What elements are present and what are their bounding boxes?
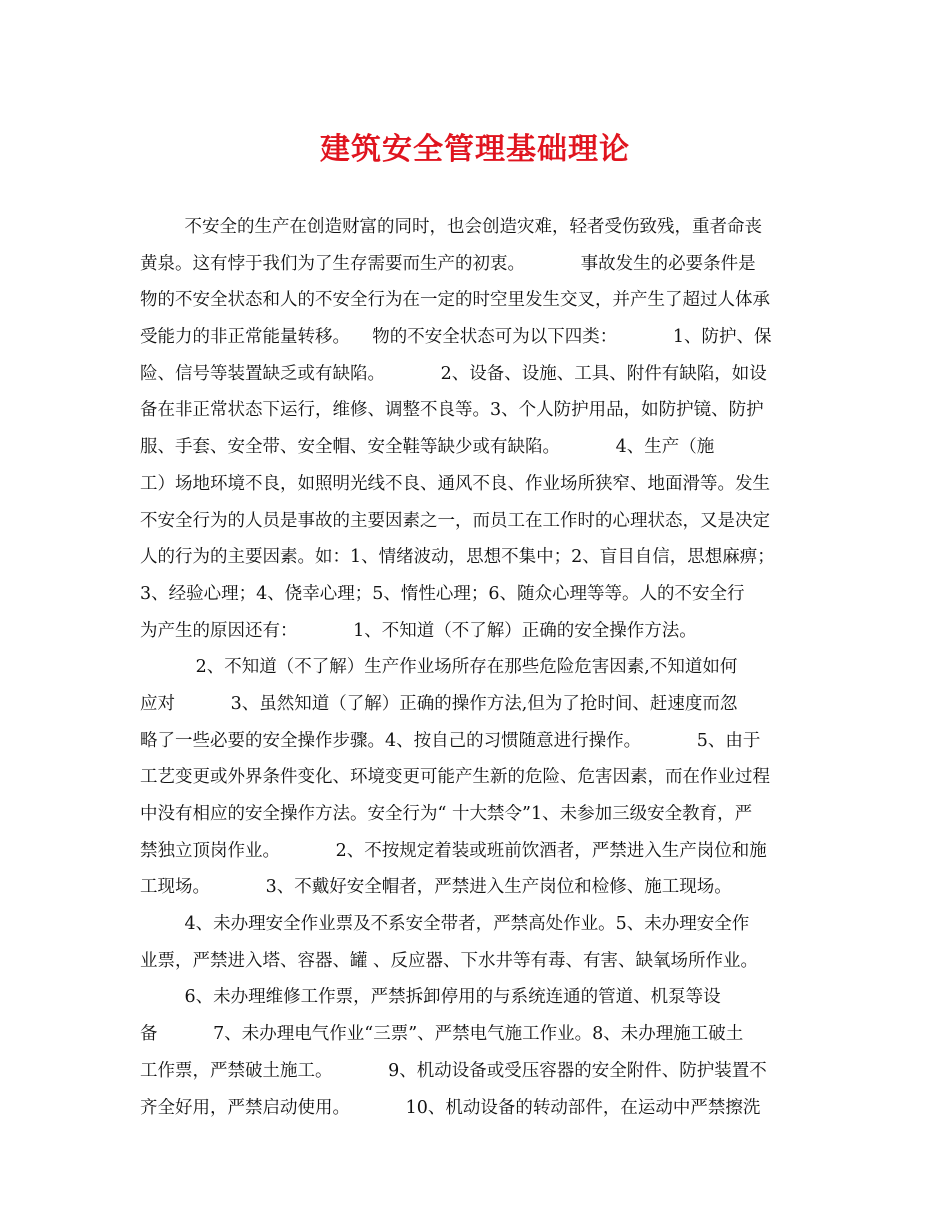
paragraph-line: 不安全的生产在创造财富的同时，也会创造灾难，轻者受伤致残，重者命丧 [140, 217, 762, 237]
paragraph-line: 略了一些必要的安全操作步骤。4、按自己的习惯随意进行操作。 5、由于 [140, 730, 761, 751]
paragraph-line: 禁独立顶岗作业。 2、不按规定着装或班前饮酒者，严禁进入生产岗位和施 [140, 840, 767, 861]
document-title: 建筑安全管理基础理论 [320, 132, 630, 167]
paragraph-line: 备在非正常状态下运行，维修、调整不良等。3、个人防护用品，如防护镜、防护 [140, 400, 764, 421]
paragraph-line: 工）场地环境不良，如照明光线不良、通风不良、作业场所狭窄、地面滑等。发生 [140, 473, 770, 494]
paragraph-line: 工作票，严禁破土施工。 9、机动设备或受压容器的安全附件、防护装置不 [140, 1060, 767, 1081]
paragraph-line: 工艺变更或外界条件变化、环境变更可能产生新的危险、危害因素，而在作业过程 [140, 767, 770, 788]
paragraph-line: 黄泉。这有悖于我们为了生存需要而生产的初衷。 事故发生的必要条件是 [140, 253, 756, 274]
paragraph-line: 受能力的非正常能量转移。 物的不安全状态可为以下四类： 1、防护、保 [140, 327, 772, 348]
paragraph-line: 为产生的原因还有： 1、不知道（不了解）正确的安全操作方法。 [140, 620, 697, 641]
document-body [140, 209, 812, 1126]
paragraph-line: 齐全好用，严禁启动使用。 10、机动设备的转动部件，在运动中严禁擦洗 [140, 1097, 761, 1118]
paragraph-line: 业票，严禁进入塔、容器、罐 、反应器、下水井等有毒、有害、缺氧场所作业。 [140, 950, 759, 971]
paragraph-line: 6、未办理维修工作票，严禁拆卸停用的与系统连通的管道、机泵等设 [140, 987, 721, 1008]
paragraph-line: 人的行为的主要因素。如：1、情绪波动，思想不集中；2、盲目自信，思想麻痹； [140, 547, 775, 568]
paragraph-line: 工现场。 3、不戴好安全帽者，严禁进入生产岗位和检修、施工现场。 [140, 877, 732, 898]
paragraph-line: 不安全行为的人员是事故的主要因素之一，而员工在工作时的心理状态，又是决定 [140, 510, 770, 531]
paragraph-line: 险、信号等装置缺乏或有缺陷。 2、设备、设施、工具、附件有缺陷，如设 [140, 363, 767, 384]
paragraph-line: 应对 3、虽然知道（了解）正确的操作方法,但为了抢时间、赶速度而忽 [140, 693, 738, 714]
paragraph-line: 物的不安全状态和人的不安全行为在一定的时空里发生交叉，并产生了超过人体承 [140, 290, 770, 311]
paragraph-line: 4、未办理安全作业票及不系安全带者，严禁高处作业。5、未办理安全作 [140, 914, 750, 935]
paragraph-line: 3、经验心理；4、侥幸心理；5、惰性心理；6、随众心理等等。人的不安全行 [140, 583, 745, 604]
paragraph-line: 服、手套、安全带、安全帽、安全鞋等缺少或有缺陷。 4、生产（施 [140, 437, 715, 458]
paragraph-line: 中没有相应的安全操作方法。安全行为“ 十大禁令”1、未参加三级安全教育，严 [140, 804, 753, 824]
paragraph-line: 2、不知道（不了解）生产作业场所存在那些危险危害因素,不知道如何 [140, 657, 738, 678]
paragraph-line: 备 7、未办理电气作业“三票”、严禁电气施工作业。8、未办理施工破土 [140, 1024, 744, 1045]
